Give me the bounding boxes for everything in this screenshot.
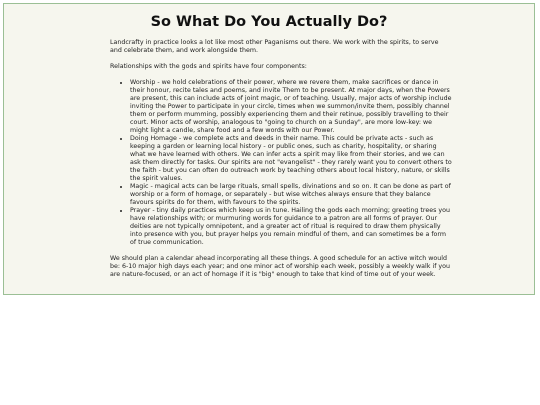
intro-paragraph: Landcrafty in practice looks a lot like most other Paganisms out there. We work with the spirits, to serve and celebrate them, and work alongside them. <box>110 39 439 54</box>
page-title: So What Do You Actually Do? <box>150 14 388 30</box>
closing-paragraph: We should plan a calendar ahead incorporating all these things. A good schedule for an active witch would be: 6-10 major high days each year; and one minor act of worship each week, possibly a weekly walk if you are nature-focused, or an act of homage if it is "big" enough to take that kind of time out of your week. <box>110 255 450 278</box>
components-list <box>110 79 452 247</box>
list-item-worship: • Worship - we hold celebrations of their power, where we revere them, make sacrifices or dance in their honour, recite tales and poems, and invite Them to be present. At major days, when the Powers are present, this can include acts of joint magic, or of teaching. Usually, major acts of worship include inviting the Power to participate in your circle, times when we summon/invite them, possibly channel them or perform mumming, possibly experiencing them and their retinue, possibly travelling to their court. Minor acts of worship, analogous to "going to church on a Sunday", are more low-key: we might light a candle, share food and a few words with our Power. <box>130 79 452 135</box>
components-intro: Relationships with the gods and spirits have four components: <box>110 63 307 70</box>
article-panel <box>3 3 535 295</box>
list-item-magic: • Magic - magical acts can be large rituals, small spells, divinations and so on. It can be done as part of worship or a form of homage, or separately - but wise witches always ensure that they balance favours spirits do for them, with favours to the spirits. <box>130 183 452 207</box>
article-body <box>110 39 452 287</box>
list-item-homage: • Doing Homage - we complete acts and deeds in their name. This could be private acts - such as keeping a garden or learning local history - or public ones, such as charity, hospitality, or sharing what we have learned with others. We can infer acts a spirit may like from their stories, and we can ask them directly for tasks. Our spirits are not "evangelist" - they rarely want you to convert others to the faith - but you can often do outreach work by teaching others about local history, nature, or skills the spirit values. <box>130 135 452 183</box>
list-item-prayer: • Prayer - tiny daily practices which keep us in tune. Hailing the gods each morning; greeting trees you have relationships with; or murmuring words for guidance to a patron are all forms of prayer. Our deities are not typically omnipotent, and a greater act of ritual is required to draw them physically into presence with you, but prayer helps you remain mindful of them, and can sometimes be a form of true communication. <box>130 207 452 247</box>
